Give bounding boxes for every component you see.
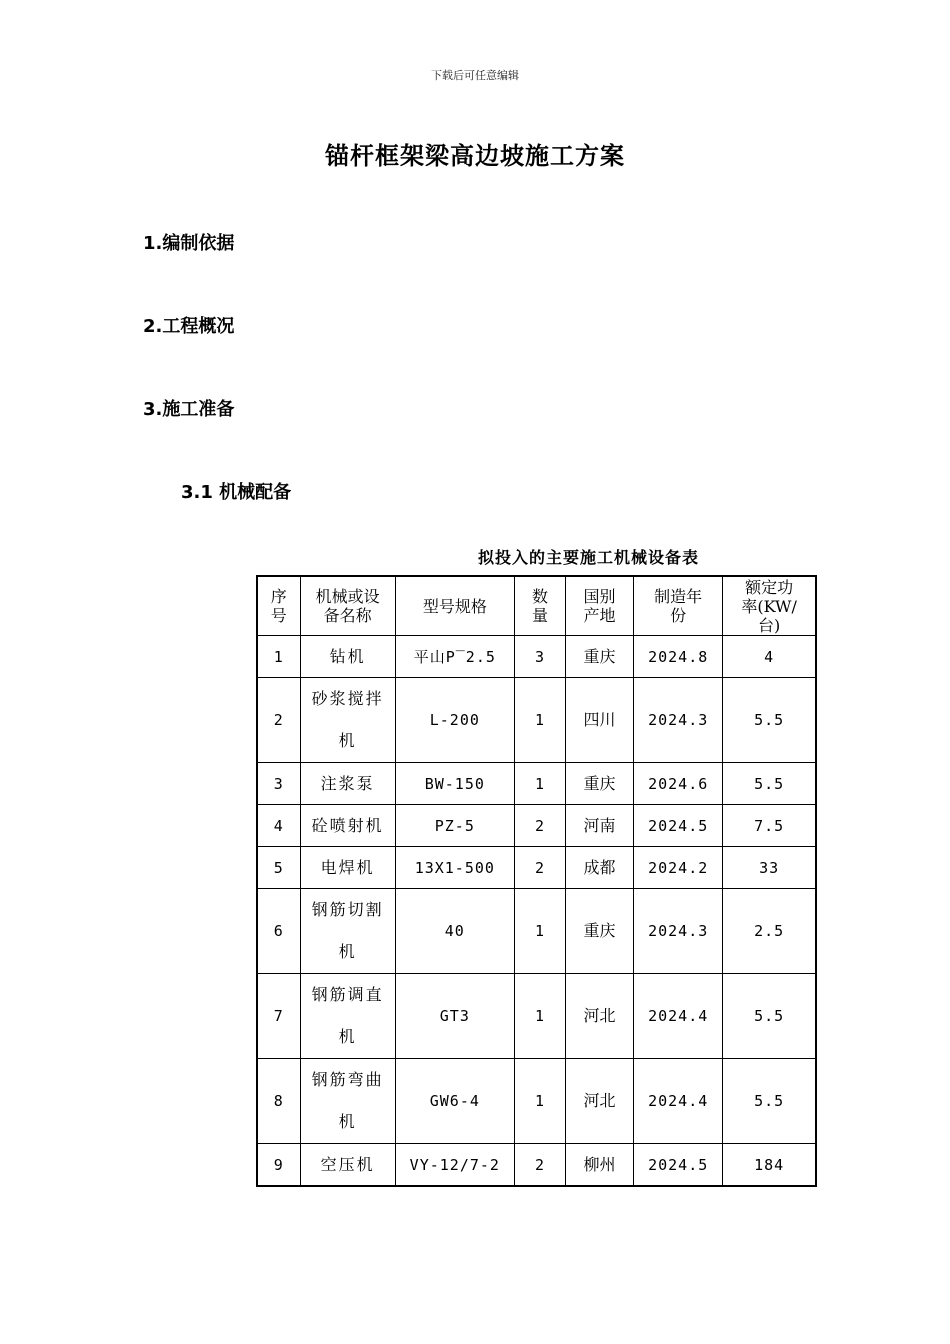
cell-model: 40 (395, 889, 514, 974)
cell-origin: 四川 (566, 678, 634, 763)
cell-power: 33 (723, 847, 816, 889)
cell-model: VY-12/7-2 (395, 1144, 514, 1187)
table-row (257, 974, 816, 1059)
cell-power: 2.5 (723, 889, 816, 974)
header-note: 下载后可任意编辑 (431, 69, 519, 82)
cell-origin: 河北 (566, 1059, 634, 1144)
cell-origin: 柳州 (566, 1144, 634, 1187)
cell-year: 2024.3 (634, 889, 723, 974)
cell-origin: 重庆 (566, 889, 634, 974)
header-cell-qty (514, 576, 565, 636)
cell-model: BW-150 (395, 763, 514, 805)
cell-year: 2024.2 (634, 847, 723, 889)
cell-year: 2024.3 (634, 678, 723, 763)
cell-name: 钻机 (300, 636, 395, 678)
header-model-label: 型号规格 (422, 596, 487, 616)
cell-qty: 1 (514, 678, 565, 763)
cell-origin: 河南 (566, 805, 634, 847)
header-cell-no (257, 576, 300, 636)
cell-qty: 2 (514, 805, 565, 847)
header-cell-year (634, 576, 723, 636)
table-row (257, 636, 816, 678)
subsection-heading-3-1: 3.1 机械配备 (181, 482, 292, 503)
cell-name: 砼喷射机 (300, 805, 395, 847)
cell-qty: 1 (514, 974, 565, 1059)
cell-no: 8 (257, 1059, 300, 1144)
cell-power: 5.5 (723, 763, 816, 805)
header-power-label: 额定功率(KW/台) (741, 577, 797, 635)
header-cell-name (300, 576, 395, 636)
cell-power: 5.5 (723, 974, 816, 1059)
cell-qty: 1 (514, 763, 565, 805)
cell-origin: 重庆 (566, 763, 634, 805)
cell-no: 1 (257, 636, 300, 678)
equipment-table (256, 575, 817, 1187)
table-caption: 拟投入的主要施工机械设备表 (478, 548, 700, 567)
cell-qty: 1 (514, 1059, 565, 1144)
cell-no: 5 (257, 847, 300, 889)
cell-model: PZ-5 (395, 805, 514, 847)
table-row (257, 1059, 816, 1144)
table-row (257, 847, 816, 889)
cell-origin: 成都 (566, 847, 634, 889)
cell-name: 电焊机 (300, 847, 395, 889)
cell-no: 7 (257, 974, 300, 1059)
header-qty-label: 数量 (531, 587, 548, 625)
cell-name: 钢筋调直机 (300, 974, 395, 1059)
table-row (257, 1144, 816, 1187)
cell-year: 2024.8 (634, 636, 723, 678)
cell-qty: 2 (514, 1144, 565, 1187)
cell-power: 4 (723, 636, 816, 678)
header-year-label: 制造年份 (654, 587, 703, 625)
header-cell-power (723, 576, 816, 636)
cell-origin: 河北 (566, 974, 634, 1059)
cell-model: 平山P‾2.5 (395, 636, 514, 678)
cell-power: 5.5 (723, 1059, 816, 1144)
cell-name: 砂浆搅拌机 (300, 678, 395, 763)
header-origin-label: 国别产地 (583, 587, 616, 625)
cell-model: 13X1-500 (395, 847, 514, 889)
table-header-row (257, 576, 816, 636)
table-row (257, 805, 816, 847)
cell-year: 2024.5 (634, 805, 723, 847)
table-row (257, 763, 816, 805)
cell-no: 3 (257, 763, 300, 805)
table-row (257, 889, 816, 974)
cell-no: 2 (257, 678, 300, 763)
cell-model: GT3 (395, 974, 514, 1059)
cell-model: L-200 (395, 678, 514, 763)
header-no-label: 序号 (270, 587, 287, 625)
cell-year: 2024.4 (634, 1059, 723, 1144)
cell-qty: 1 (514, 889, 565, 974)
section-heading-3: 3.施工准备 (143, 399, 235, 420)
cell-qty: 2 (514, 847, 565, 889)
cell-power: 184 (723, 1144, 816, 1187)
table-row (257, 678, 816, 763)
section-heading-2: 2.工程概况 (143, 316, 235, 337)
cell-no: 9 (257, 1144, 300, 1187)
cell-no: 6 (257, 889, 300, 974)
cell-power: 7.5 (723, 805, 816, 847)
cell-name: 钢筋切割机 (300, 889, 395, 974)
cell-year: 2024.5 (634, 1144, 723, 1187)
section-heading-1: 1.编制依据 (143, 233, 235, 254)
document-title: 锚杆框架梁高边坡施工方案 (325, 142, 625, 170)
cell-year: 2024.4 (634, 974, 723, 1059)
cell-year: 2024.6 (634, 763, 723, 805)
cell-origin: 重庆 (566, 636, 634, 678)
cell-qty: 3 (514, 636, 565, 678)
header-cell-model (395, 576, 514, 636)
cell-power: 5.5 (723, 678, 816, 763)
cell-name: 注浆泵 (300, 763, 395, 805)
cell-name: 钢筋弯曲机 (300, 1059, 395, 1144)
table-body (257, 636, 816, 1187)
header-cell-origin (566, 576, 634, 636)
cell-model: GW6-4 (395, 1059, 514, 1144)
header-name-label: 机械或设备名称 (315, 587, 380, 625)
cell-name: 空压机 (300, 1144, 395, 1187)
cell-no: 4 (257, 805, 300, 847)
